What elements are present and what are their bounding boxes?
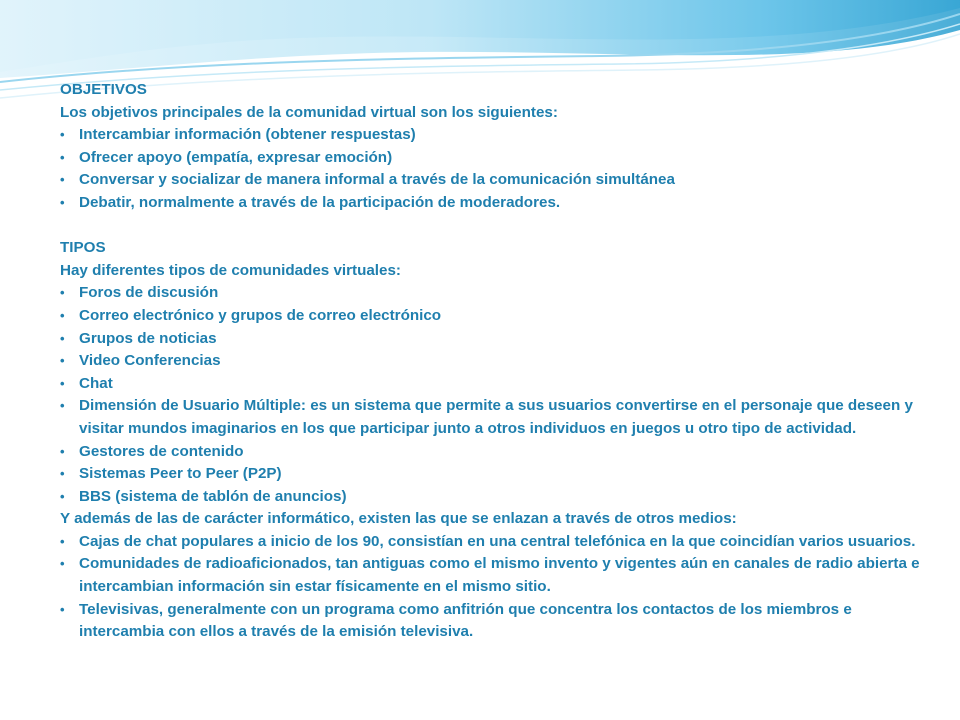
section-objetivos [60,79,940,215]
list-item: • Televisivas, generalmente con un programa como anfitrión que concentra los contactos de los miembros e intercambia con ellos a través de la emisión televisiva. [60,599,940,644]
list-item: • BBS (sistema de tablón de anuncios) [60,486,940,509]
list-item: • Debatir, normalmente a través de la participación de moderadores. [60,192,940,215]
section-intro-objetivos: Los objetivos principales de la comunidad virtual son los siguientes: [60,103,558,121]
list-item: • Sistemas Peer to Peer (P2P) [60,463,940,486]
list-item: • Grupos de noticias [60,328,940,351]
list-item: • Dimensión de Usuario Múltiple: es un sistema que permite a sus usuarios convertirse en el personaje que deseen y visitar mundos imaginarios en los que participar junto a otros individuos en juegos u otro tipo de actividad. [60,395,940,440]
objetivos-list [60,124,940,214]
tipos-list [60,282,940,508]
otros-medios-list [60,531,940,644]
list-item: • Correo electrónico y grupos de correo electrónico [60,305,940,328]
section-additional-intro: Y además de las de carácter informático, existen las que se enlazan a través de otros medios: [60,510,737,528]
section-heading-objetivos: OBJETIVOS [60,81,147,98]
list-item: • Gestores de contenido [60,441,940,464]
list-item: • Chat [60,373,940,396]
section-heading-tipos: TIPOS [60,239,106,257]
list-item: • Conversar y socializar de manera informal a través de la comunicación simultánea [60,169,940,192]
list-item: • Ofrecer apoyo (empatía, expresar emoción) [60,147,940,170]
section-intro-tipos: Hay diferentes tipos de comunidades virtuales: [60,261,401,279]
section-tipos [60,237,940,644]
list-item: • Intercambiar información (obtener respuestas) [60,124,940,147]
content-body [60,79,940,644]
section-spacer [60,215,940,238]
list-item: • Video Conferencias [60,350,940,373]
list-item: • Cajas de chat populares a inicio de los 90, consistían en una central telefónica en la que coincidían varios usuarios. [60,531,940,554]
list-item: • Comunidades de radioaficionados, tan antiguas como el mismo invento y vigentes aún en canales de radio abierta e intercambian información sin estar físicamente en el mismo sitio. [60,553,940,598]
list-item: • Foros de discusión [60,282,940,305]
